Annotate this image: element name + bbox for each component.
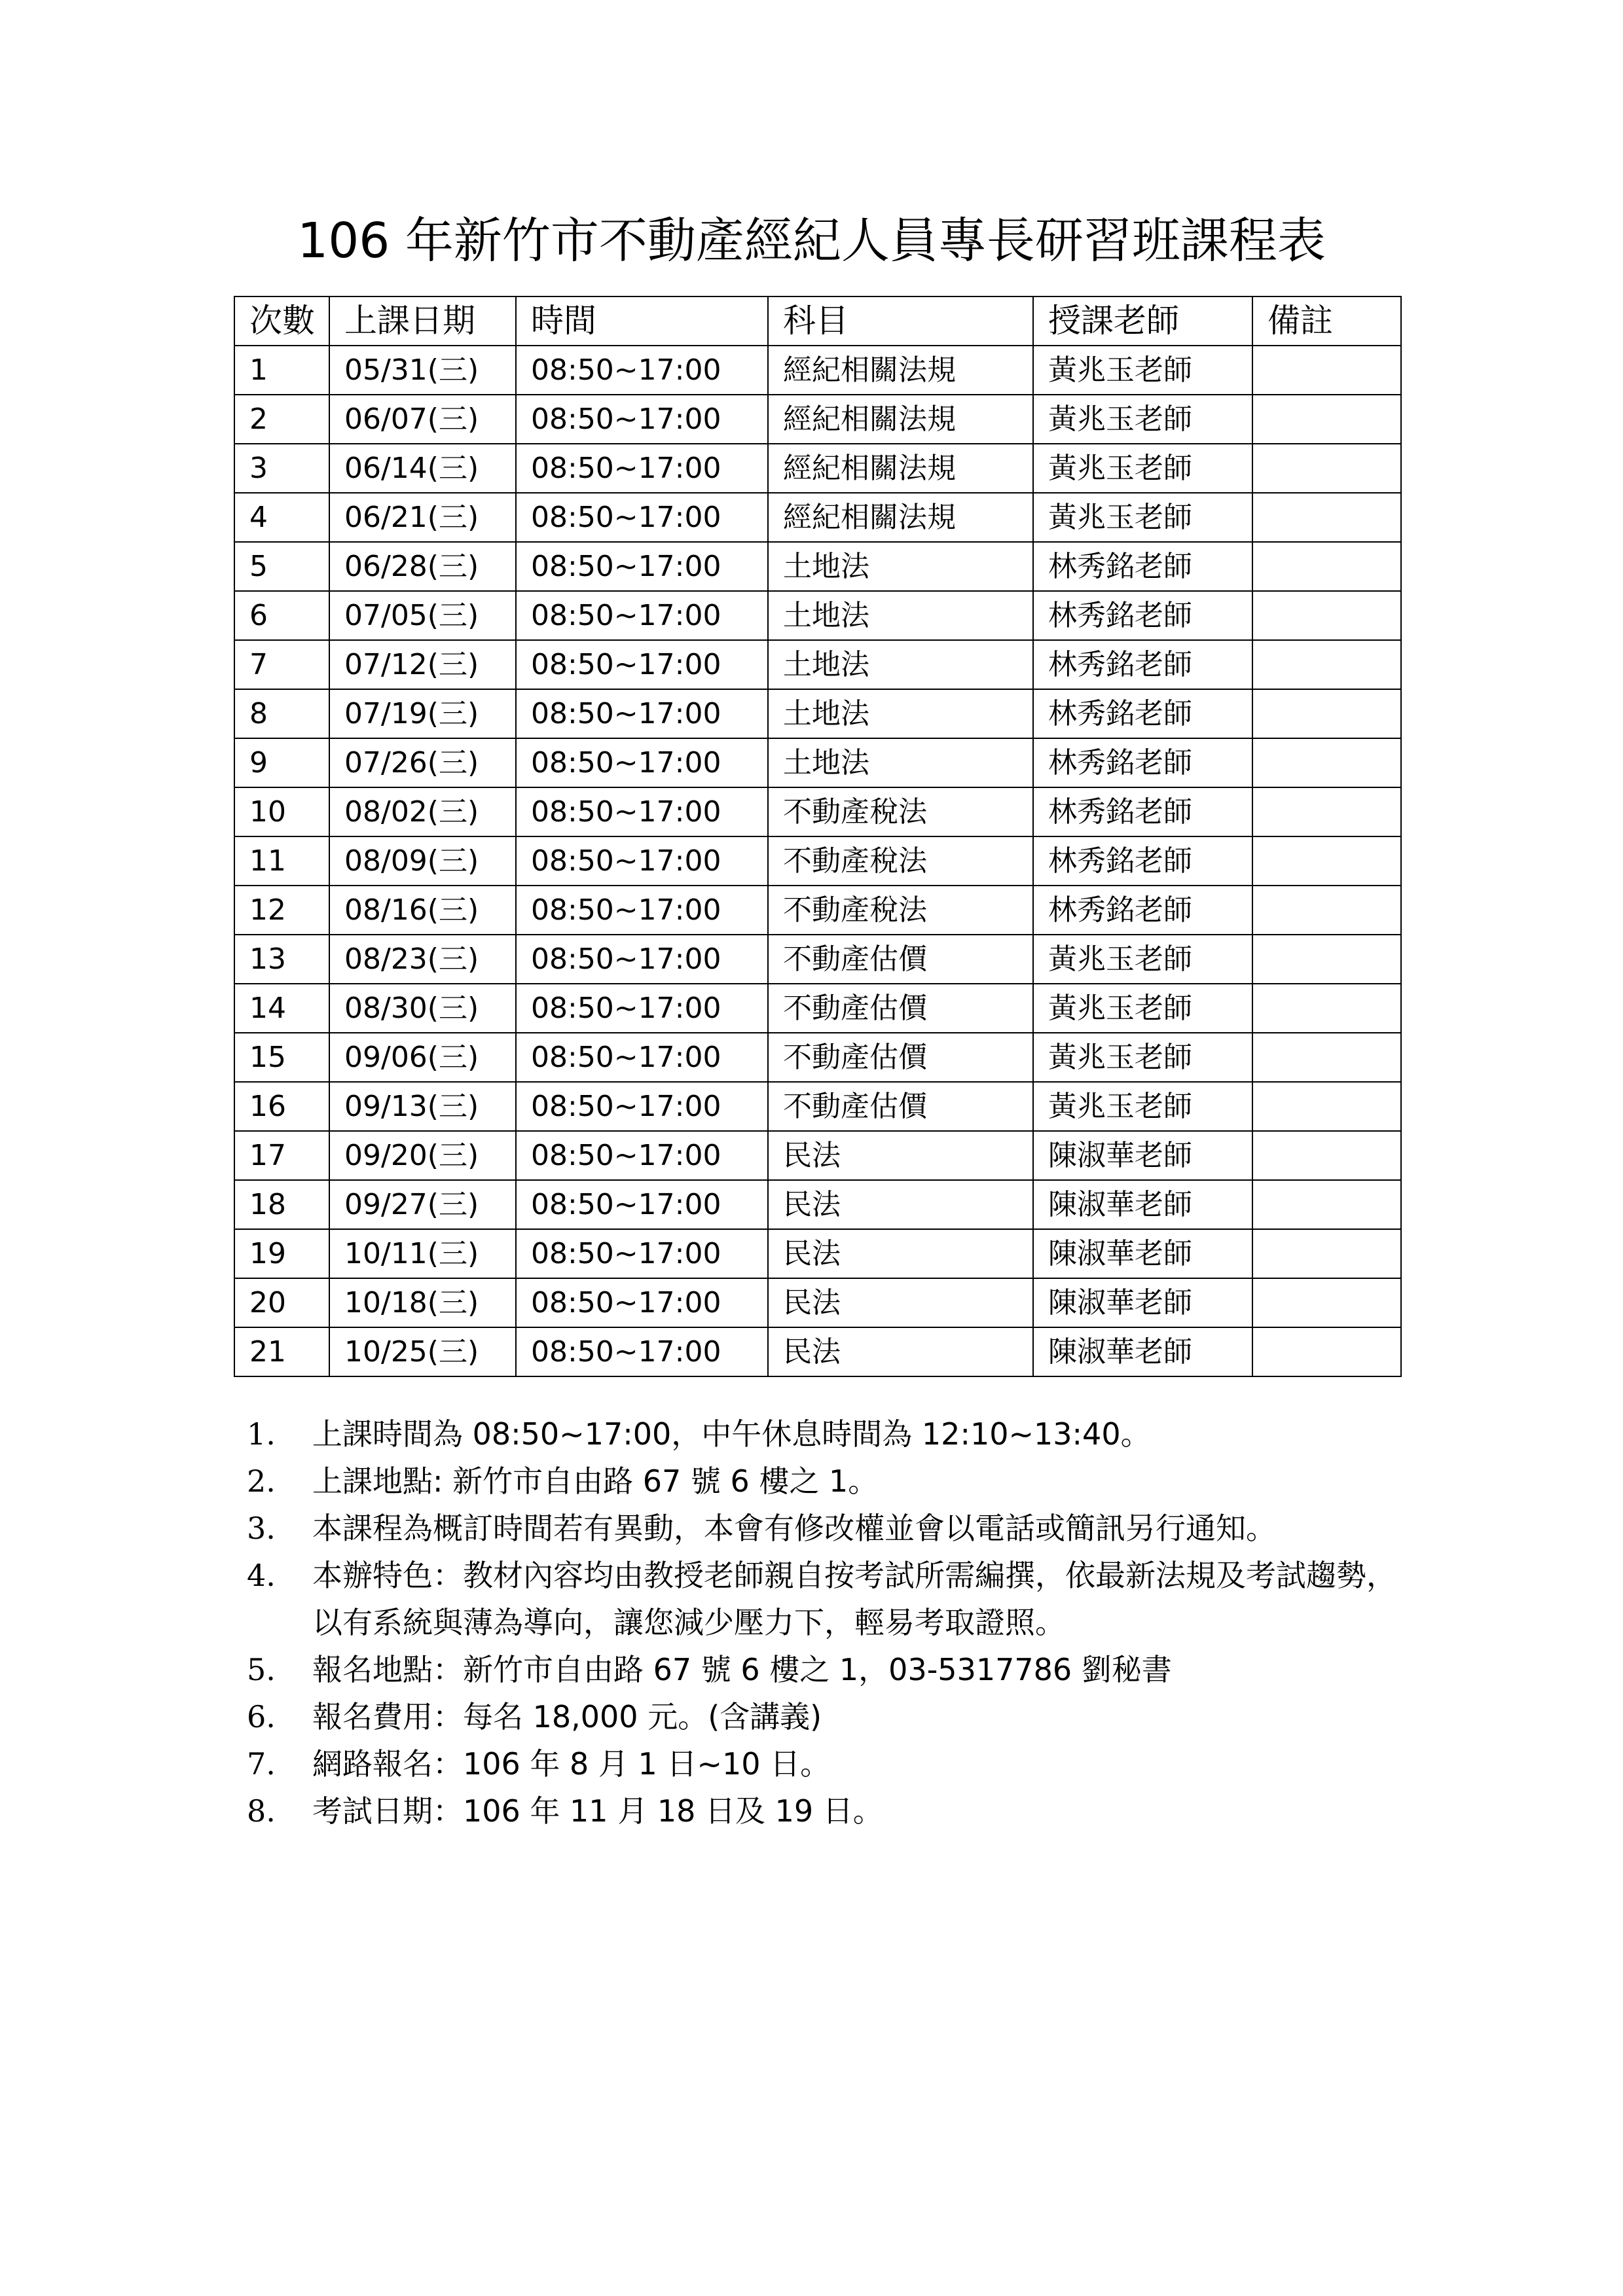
table-cell: 08:50~17:00 — [516, 591, 768, 640]
table-cell — [1252, 1278, 1401, 1327]
table-cell: 土地法 — [768, 591, 1033, 640]
note-text: 報名費用：每名 18,000 元。(含講義) — [312, 1699, 822, 1734]
table-cell: 08:50~17:00 — [516, 1229, 768, 1278]
table-row — [234, 738, 1401, 787]
table-cell: 08:50~17:00 — [516, 1082, 768, 1131]
table-cell: 經紀相關法規 — [768, 444, 1033, 493]
table-row — [234, 493, 1401, 542]
table-row — [234, 1278, 1401, 1327]
table-cell: 林秀銘老師 — [1033, 886, 1252, 935]
table-cell: 10 — [234, 787, 329, 836]
table-cell: 土地法 — [768, 640, 1033, 689]
note-text: 上課時間為 08:50~17:00，中午休息時間為 12:10~13:40。 — [312, 1416, 1151, 1452]
note-number: 6. — [247, 1699, 276, 1734]
table-row — [234, 444, 1401, 493]
table-cell: 民法 — [768, 1327, 1033, 1376]
table-cell: 14 — [234, 984, 329, 1033]
note-item — [234, 1787, 1412, 1835]
table-cell: 06/28(三) — [329, 542, 516, 591]
table-cell: 08:50~17:00 — [516, 1327, 768, 1376]
table-cell — [1252, 1229, 1401, 1278]
table-cell: 經紀相關法規 — [768, 493, 1033, 542]
table-row — [234, 984, 1401, 1033]
note-number: 4. — [247, 1558, 276, 1593]
table-cell: 08/09(三) — [329, 836, 516, 886]
table-cell: 林秀銘老師 — [1033, 836, 1252, 886]
table-cell: 林秀銘老師 — [1033, 542, 1252, 591]
table-cell: 15 — [234, 1033, 329, 1082]
table-row — [234, 836, 1401, 886]
table-cell — [1252, 1327, 1401, 1376]
note-number: 2. — [247, 1463, 276, 1499]
note-text: 本課程為概訂時間若有異動，本會有修改權並會以電話或簡訊另行通知。 — [312, 1511, 1276, 1546]
note-text: 考試日期：106 年 11 月 18 日及 19 日。 — [312, 1793, 883, 1829]
table-row — [234, 1033, 1401, 1082]
table-cell — [1252, 836, 1401, 886]
table-row — [234, 542, 1401, 591]
table-cell: 07/05(三) — [329, 591, 516, 640]
table-cell: 08:50~17:00 — [516, 738, 768, 787]
table-row — [234, 395, 1401, 444]
note-number: 8. — [247, 1793, 276, 1829]
column-header: 上課日期 — [329, 296, 516, 346]
table-cell: 民法 — [768, 1278, 1033, 1327]
table-cell — [1252, 787, 1401, 836]
table-row — [234, 689, 1401, 738]
table-cell — [1252, 591, 1401, 640]
table-cell: 08:50~17:00 — [516, 640, 768, 689]
table-cell: 3 — [234, 444, 329, 493]
table-row — [234, 886, 1401, 935]
table-cell: 09/13(三) — [329, 1082, 516, 1131]
table-cell: 林秀銘老師 — [1033, 787, 1252, 836]
table-cell: 民法 — [768, 1229, 1033, 1278]
table-cell: 黃兆玉老師 — [1033, 493, 1252, 542]
table-row — [234, 935, 1401, 984]
note-item — [234, 1552, 1412, 1646]
table-cell: 08/30(三) — [329, 984, 516, 1033]
table-cell: 4 — [234, 493, 329, 542]
table-cell: 13 — [234, 935, 329, 984]
table-cell: 林秀銘老師 — [1033, 640, 1252, 689]
table-cell: 08:50~17:00 — [516, 1180, 768, 1229]
table-cell — [1252, 886, 1401, 935]
table-cell: 8 — [234, 689, 329, 738]
table-cell: 08:50~17:00 — [516, 1278, 768, 1327]
note-text: 網路報名：106 年 8 月 1 日~10 日。 — [312, 1746, 831, 1782]
table-cell: 6 — [234, 591, 329, 640]
table-cell — [1252, 1131, 1401, 1180]
table-cell — [1252, 1180, 1401, 1229]
table-cell: 06/14(三) — [329, 444, 516, 493]
table-cell: 經紀相關法規 — [768, 346, 1033, 395]
table-cell: 08/02(三) — [329, 787, 516, 836]
table-row — [234, 640, 1401, 689]
note-text: 本辦特色：教材內容均由教授老師親自按考試所需編撰，依最新法規及考試趨勢，以有系統與薄為導向，讓您減少壓力下，輕易考取證照。 — [312, 1558, 1396, 1640]
table-cell: 06/21(三) — [329, 493, 516, 542]
table-cell: 09/27(三) — [329, 1180, 516, 1229]
table-cell — [1252, 346, 1401, 395]
table-cell — [1252, 984, 1401, 1033]
table-cell: 08:50~17:00 — [516, 984, 768, 1033]
table-cell: 不動產估價 — [768, 984, 1033, 1033]
table-cell: 1 — [234, 346, 329, 395]
table-cell: 06/07(三) — [329, 395, 516, 444]
table-cell: 21 — [234, 1327, 329, 1376]
table-cell: 08:50~17:00 — [516, 689, 768, 738]
table-cell: 08:50~17:00 — [516, 395, 768, 444]
note-text: 報名地點：新竹市自由路 67 號 6 樓之 1，03-5317786 劉秘書 — [312, 1652, 1172, 1687]
table-cell: 09/20(三) — [329, 1131, 516, 1180]
table-cell — [1252, 1082, 1401, 1131]
table-cell: 07/12(三) — [329, 640, 516, 689]
table-cell: 陳淑華老師 — [1033, 1229, 1252, 1278]
column-header: 備註 — [1252, 296, 1401, 346]
table-cell: 07/19(三) — [329, 689, 516, 738]
table-cell: 08/16(三) — [329, 886, 516, 935]
note-item — [234, 1693, 1412, 1740]
table-cell: 08/23(三) — [329, 935, 516, 984]
table-cell: 11 — [234, 836, 329, 886]
table-cell — [1252, 542, 1401, 591]
table-cell: 民法 — [768, 1131, 1033, 1180]
table-row — [234, 346, 1401, 395]
table-cell: 陳淑華老師 — [1033, 1327, 1252, 1376]
note-item — [234, 1410, 1412, 1458]
table-row — [234, 1082, 1401, 1131]
table-cell: 08:50~17:00 — [516, 1033, 768, 1082]
table-cell: 10/11(三) — [329, 1229, 516, 1278]
table-cell: 陳淑華老師 — [1033, 1180, 1252, 1229]
table-cell: 2 — [234, 395, 329, 444]
table-cell — [1252, 444, 1401, 493]
page-title: 106 年新竹市不動產經紀人員專長研習班課程表 — [297, 213, 1326, 269]
table-cell: 民法 — [768, 1180, 1033, 1229]
table-cell — [1252, 493, 1401, 542]
note-number: 5. — [247, 1652, 276, 1687]
note-number: 7. — [247, 1746, 276, 1782]
table-cell — [1252, 395, 1401, 444]
table-cell: 9 — [234, 738, 329, 787]
table-cell: 黃兆玉老師 — [1033, 935, 1252, 984]
table-cell — [1252, 689, 1401, 738]
table-cell: 不動產稅法 — [768, 787, 1033, 836]
table-header-row — [234, 296, 1401, 346]
column-header: 科目 — [768, 296, 1033, 346]
notes-list — [234, 1410, 1412, 1835]
note-number: 3. — [247, 1511, 276, 1546]
table-row — [234, 787, 1401, 836]
table-cell: 19 — [234, 1229, 329, 1278]
course-schedule-table — [234, 296, 1402, 1377]
note-item — [234, 1505, 1412, 1552]
table-cell: 18 — [234, 1180, 329, 1229]
table-cell: 林秀銘老師 — [1033, 689, 1252, 738]
table-cell: 08:50~17:00 — [516, 542, 768, 591]
table-cell: 08:50~17:00 — [516, 1131, 768, 1180]
table-cell: 土地法 — [768, 738, 1033, 787]
table-row — [234, 1180, 1401, 1229]
table-cell: 20 — [234, 1278, 329, 1327]
table-cell: 土地法 — [768, 542, 1033, 591]
note-number: 1. — [247, 1416, 276, 1452]
note-item — [234, 1646, 1412, 1693]
table-cell: 08:50~17:00 — [516, 836, 768, 886]
table-cell: 不動產稅法 — [768, 886, 1033, 935]
table-cell: 17 — [234, 1131, 329, 1180]
table-cell — [1252, 640, 1401, 689]
note-text: 上課地點: 新竹市自由路 67 號 6 樓之 1。 — [312, 1463, 879, 1499]
table-cell: 5 — [234, 542, 329, 591]
table-cell: 09/06(三) — [329, 1033, 516, 1082]
table-cell: 陳淑華老師 — [1033, 1131, 1252, 1180]
column-header: 次數 — [234, 296, 329, 346]
table-cell: 不動產估價 — [768, 1033, 1033, 1082]
table-cell: 10/18(三) — [329, 1278, 516, 1327]
table-cell: 黃兆玉老師 — [1033, 346, 1252, 395]
table-cell: 不動產估價 — [768, 1082, 1033, 1131]
table-cell: 08:50~17:00 — [516, 346, 768, 395]
table-cell: 陳淑華老師 — [1033, 1278, 1252, 1327]
table-row — [234, 1131, 1401, 1180]
table-cell: 林秀銘老師 — [1033, 738, 1252, 787]
table-cell: 土地法 — [768, 689, 1033, 738]
table-cell — [1252, 738, 1401, 787]
column-header: 授課老師 — [1033, 296, 1252, 346]
table-cell: 黃兆玉老師 — [1033, 1033, 1252, 1082]
table-cell: 黃兆玉老師 — [1033, 1082, 1252, 1131]
table-cell — [1252, 935, 1401, 984]
table-cell: 08:50~17:00 — [516, 493, 768, 542]
table-cell: 08:50~17:00 — [516, 787, 768, 836]
table-cell: 不動產估價 — [768, 935, 1033, 984]
table-cell: 黃兆玉老師 — [1033, 444, 1252, 493]
table-row — [234, 1327, 1401, 1376]
table-cell: 10/25(三) — [329, 1327, 516, 1376]
table-cell: 7 — [234, 640, 329, 689]
table-cell: 08:50~17:00 — [516, 444, 768, 493]
table-cell: 08:50~17:00 — [516, 935, 768, 984]
table-cell: 經紀相關法規 — [768, 395, 1033, 444]
table-cell: 不動產稅法 — [768, 836, 1033, 886]
table-cell: 黃兆玉老師 — [1033, 395, 1252, 444]
note-item — [234, 1458, 1412, 1505]
table-cell: 07/26(三) — [329, 738, 516, 787]
table-cell: 12 — [234, 886, 329, 935]
table-row — [234, 1229, 1401, 1278]
table-cell: 林秀銘老師 — [1033, 591, 1252, 640]
table-cell: 05/31(三) — [329, 346, 516, 395]
table-row — [234, 591, 1401, 640]
table-body — [234, 346, 1401, 1376]
table-cell: 08:50~17:00 — [516, 886, 768, 935]
table-cell: 16 — [234, 1082, 329, 1131]
table-cell — [1252, 1033, 1401, 1082]
table-cell: 黃兆玉老師 — [1033, 984, 1252, 1033]
note-item — [234, 1740, 1412, 1787]
column-header: 時間 — [516, 296, 768, 346]
